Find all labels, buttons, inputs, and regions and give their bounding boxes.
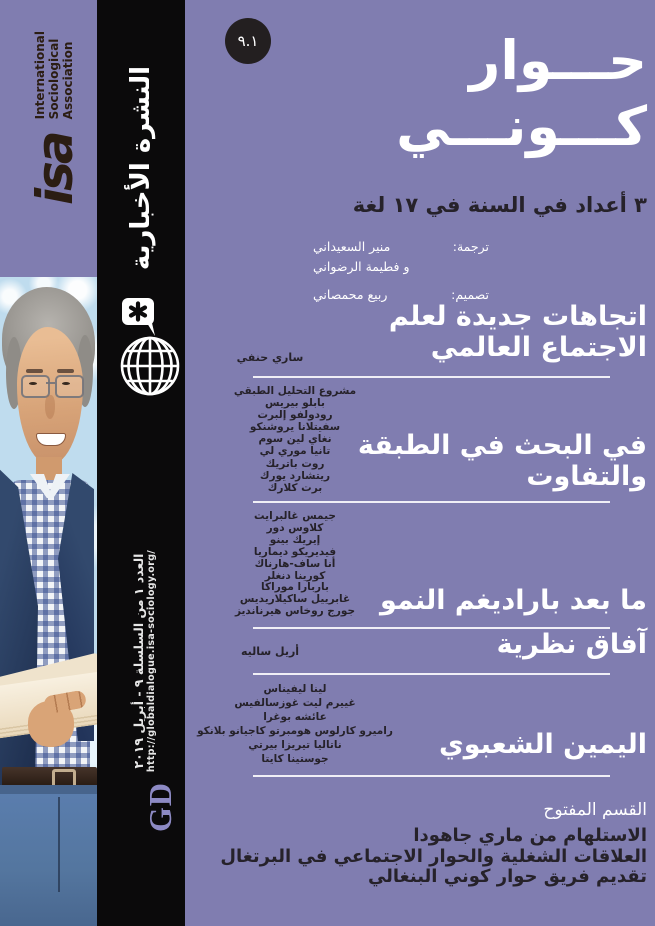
list-line: ريتشارد يورك <box>259 469 331 482</box>
issue-number-badge: ٩.١ <box>225 18 271 64</box>
section-author: ساري حنفي <box>236 351 304 364</box>
list-line: روت باتريك <box>265 457 325 470</box>
credit-label-empty <box>443 257 489 277</box>
list-line: International <box>33 31 47 120</box>
isa-logo-word: isa <box>26 133 84 205</box>
translation-label: ترجمة: <box>452 239 489 254</box>
list-line: مشروع التحليل الطبقي <box>233 385 357 397</box>
list-line: العلاقات الشغلية والحوار الاجتماعي في البرتغال <box>220 845 647 867</box>
credits-spacer <box>313 277 489 285</box>
list-line: نغاي لين سوم <box>258 433 332 446</box>
masthead-title-line1: حـــوار <box>469 29 647 92</box>
list-line: اليمين الشعبوي <box>438 729 647 760</box>
portrait-nose <box>45 395 55 419</box>
portrait-eyebrow <box>57 369 74 373</box>
contributors-list-populist-right <box>197 682 393 766</box>
translator-name: منير السعيداني <box>313 239 391 254</box>
list-line: كلاوس دور <box>266 521 324 534</box>
masthead-title-line2: كـــونـــي <box>396 95 647 158</box>
masthead-title <box>396 28 647 160</box>
speech-bubble-globe-icon <box>105 292 185 404</box>
contributors-list-beyond-growth <box>215 511 375 618</box>
section-heading-populist-right <box>439 729 647 760</box>
list-line: ما بعد باراديغم النمو <box>380 585 647 616</box>
list-line: رودولفو إلبرت <box>257 409 333 422</box>
portrait-eye <box>62 382 70 385</box>
list-line: جوستينا كايتا <box>261 753 329 765</box>
newsletter-url[interactable]: http://globaldialogue.isa-sociology.org/ <box>146 549 157 773</box>
glasses-lens <box>21 375 50 398</box>
list-line: جورج روخاس هيرنانديز <box>234 605 356 618</box>
list-line: أنا ساف-هارناك <box>254 557 336 570</box>
list-line: باربارا موراكا <box>261 581 329 594</box>
list-line: إيريك بينو <box>269 533 321 546</box>
list-line: الاجتماع العالمي <box>430 332 647 363</box>
list-line: بابلو بيريس <box>265 397 325 410</box>
list-line: عائشه بوغرا <box>263 711 327 723</box>
newsletter-vertical-title: النشرة الأخبارية <box>126 65 156 271</box>
list-line: Sociological <box>47 38 61 120</box>
issue-info-vertical <box>129 536 159 786</box>
open-section-items <box>220 826 647 888</box>
list-line: غييرم ليت غوزسالفيس <box>234 697 356 709</box>
list-line: اتجاهات جديدة لعلم <box>388 301 647 332</box>
credits-block <box>313 237 489 305</box>
list-line: تانيا موري لي <box>259 445 331 458</box>
issue-series-date: العدد ١ من السلسلة ٩ - أبريل ٢٠١٩ <box>131 553 146 769</box>
list-line: Association <box>61 41 75 120</box>
portrait-eyebrow <box>26 369 43 373</box>
list-line: تقديم فريق حوار كوني البنغالي <box>367 866 647 887</box>
portrait-eye <box>29 382 37 385</box>
section-heading-class-inequality <box>358 430 647 492</box>
list-line: برت كلارك <box>267 481 323 494</box>
masthead-subtitle: ٣ أعداد في السنة في ١٧ لغة <box>352 193 647 217</box>
belt <box>2 767 97 787</box>
isa-association-name <box>33 31 75 119</box>
section-divider <box>253 376 610 378</box>
section-heading-beyond-growth <box>380 585 647 616</box>
open-section-heading: القسم المفتوح <box>543 800 647 820</box>
section-divider <box>253 775 610 777</box>
list-line: الاستلهام من ماري جاهودا <box>413 825 647 846</box>
isa-logo <box>17 31 84 205</box>
design-label: تصميم: <box>451 287 489 302</box>
list-line: والتفاوت <box>526 461 647 492</box>
jeans <box>0 785 97 926</box>
list-line: كورينا دنغلر <box>264 569 326 582</box>
section-heading-global-sociology <box>389 301 647 363</box>
glasses-bridge <box>46 382 55 384</box>
translator-name-2: و فطيمة الرضواني <box>313 259 410 274</box>
list-line: ناتاليا تيريزا بيرتي <box>248 739 342 751</box>
designer-name: ربيع محمصاني <box>313 287 388 302</box>
contributors-list-class-inequality <box>215 385 375 494</box>
list-line: جيمس غالبرايت <box>254 510 336 522</box>
list-line: فيديريكو ديماريا <box>253 545 337 558</box>
list-line: آفاق نظرية <box>496 629 647 660</box>
section-divider <box>253 673 610 675</box>
glasses-lens <box>55 375 84 398</box>
list-line: لينا ليفيناس <box>263 683 327 695</box>
list-line: راميرو كارلوس هومبرتو كاجيانو بلانكو <box>197 725 393 737</box>
list-line: سفيتلانا يروشنكو <box>249 421 341 434</box>
list-line: غابرييل ساكيلاريديس <box>239 593 351 606</box>
section-author: أريل ساليه <box>240 645 300 658</box>
section-divider <box>253 501 610 503</box>
gd-logotype: GD <box>141 782 178 832</box>
list-line: في البحث في الطبقة <box>357 430 647 461</box>
cover-portrait-photo <box>0 277 97 926</box>
section-heading-theoretical-perspectives <box>497 629 647 660</box>
